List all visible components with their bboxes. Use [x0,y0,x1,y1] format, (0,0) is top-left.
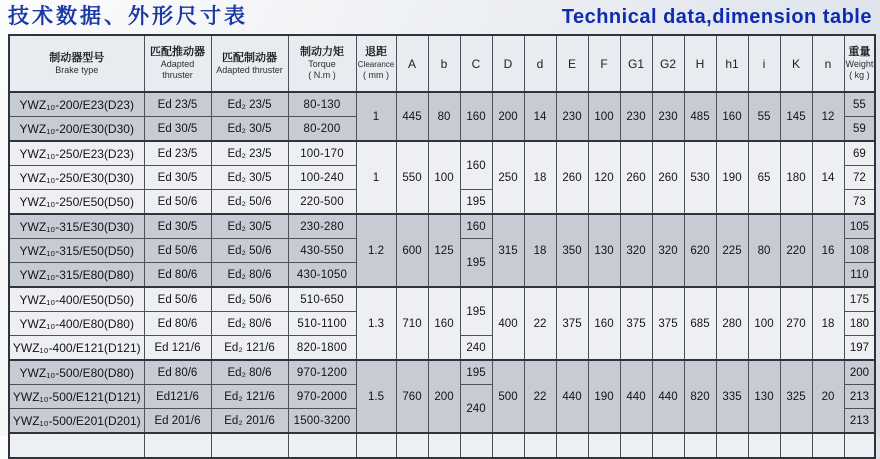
cell-clearance: 1 [356,141,396,214]
header-dim-E: E [556,35,588,92]
cell-K [780,433,812,458]
cell-model: YWZ₁₀-250/E50(D50) [9,190,144,215]
cell-thruster1: Ed 201/6 [144,409,211,434]
cell-K: 325 [780,360,812,433]
cell-E: 230 [556,92,588,141]
cell-model: YWZ₁₀-500/E201(D201) [9,409,144,434]
header-torque-zh: 制动力矩 [300,46,344,58]
cell-A: 760 [396,360,428,433]
cell-model: YWZ₁₀-400/E121(D121) [9,336,144,361]
cell-torque: 80-130 [288,92,356,117]
cell-model: YWZ₁₀-315/E50(D50) [9,239,144,263]
cell-C: 195 [460,190,492,215]
cell-F: 130 [588,214,620,287]
cell-clearance: 1.3 [356,287,396,360]
cell-weight: 110 [844,263,875,288]
technical-data-table [8,34,876,459]
cell-E: 260 [556,141,588,214]
cell-h1: 225 [716,214,748,287]
cell-model: YWZ₁₀-200/E30(D30) [9,117,144,142]
header-brake-type-zh: 制动器型号 [49,51,105,64]
cell-K: 220 [780,214,812,287]
cell-G1: 320 [620,214,652,287]
cell-thruster1: Ed 80/6 [144,263,211,288]
cell-F: 190 [588,360,620,433]
table-row [9,360,875,385]
cell-model: YWZ₁₀-250/E30(D30) [9,166,144,190]
header-torque-unit: ( N.m ) [308,70,336,80]
header-weight [844,35,875,92]
header-dim-H: H [684,35,716,92]
cell-n: 12 [812,92,844,141]
header-adapted-thruster-2-en: Adapted thruster [216,64,283,75]
header-dim-G1: G1 [620,35,652,92]
cell-i: 80 [748,214,780,287]
cell-H [684,433,716,458]
cell-F: 100 [588,92,620,141]
table-row [9,214,875,239]
cell-thruster1: Ed 121/6 [144,336,211,361]
cell-thruster2: Ed₂ 201/6 [211,409,288,434]
cell-model: YWZ₁₀-315/E80(D80) [9,263,144,288]
cell-weight [844,433,875,458]
cell-weight: 108 [844,239,875,263]
header-adapted-thruster-2-zh: 匹配制动器 [222,51,277,64]
cell-E [556,433,588,458]
cell-C: 160 [460,141,492,190]
cell-torque: 510-650 [288,287,356,312]
header-dim-h1: h1 [716,35,748,92]
cell-thruster2: Ed₂ 121/6 [211,336,288,361]
cell-torque: 430-550 [288,239,356,263]
cell-K: 180 [780,141,812,214]
cell-h1 [716,433,748,458]
cell-thruster2: Ed₂ 50/6 [211,190,288,215]
cell-model: YWZ₁₀-250/E23(D23) [9,141,144,166]
cell-H: 820 [684,360,716,433]
cell-torque: 230-280 [288,214,356,239]
cell-clearance [356,433,396,458]
cell-torque: 510-1100 [288,312,356,336]
header-clearance-en: Clearance [357,60,395,69]
cell-clearance: 1.2 [356,214,396,287]
header-clearance-unit: ( mm ) [363,70,389,80]
cell-b: 80 [428,92,460,141]
cell-A: 710 [396,287,428,360]
cell-torque: 820-1800 [288,336,356,361]
cell-b: 100 [428,141,460,214]
cell-d: 22 [524,287,556,360]
cell-D [492,433,524,458]
header-torque-en: Torque [308,59,336,69]
cell-i [748,433,780,458]
cell-torque: 220-500 [288,190,356,215]
header-brake-type [9,35,144,92]
cell-b: 160 [428,287,460,360]
cell-G2: 320 [652,214,684,287]
title-bar [0,0,880,32]
cell-thruster1: Ed 80/6 [144,312,211,336]
cell-h1: 160 [716,92,748,141]
cell-thruster2: Ed₂ 121/6 [211,385,288,409]
cell-thruster1: Ed 50/6 [144,239,211,263]
header-dim-d: d [524,35,556,92]
header-weight-en: Weight [845,59,874,69]
cell-H: 530 [684,141,716,214]
cell-weight: 59 [844,117,875,142]
cell-model: YWZ₁₀-200/E23(D23) [9,92,144,117]
cell-G1: 375 [620,287,652,360]
header-adapted-thruster-1 [144,35,211,92]
cell-n: 18 [812,287,844,360]
cell-weight: 175 [844,287,875,312]
cell-C: 160 [460,92,492,141]
cell-E: 440 [556,360,588,433]
page-title-zh: 技术数据、外形尺寸表 [8,5,248,28]
cell-H: 685 [684,287,716,360]
cell-G1: 230 [620,92,652,141]
header-dim-C: C [460,35,492,92]
cell-C: 240 [460,336,492,361]
header-dim-A: A [396,35,428,92]
cell-thruster1: Ed 23/5 [144,141,211,166]
cell-D: 315 [492,214,524,287]
cell-F [588,433,620,458]
cell-d: 22 [524,360,556,433]
cell-G2: 260 [652,141,684,214]
cell-A: 600 [396,214,428,287]
cell-b: 200 [428,360,460,433]
cell-thruster2: Ed₂ 50/6 [211,287,288,312]
cell-thruster1 [144,433,211,458]
cell-thruster2: Ed₂ 50/6 [211,239,288,263]
cell-model: YWZ₁₀-315/E30(D30) [9,214,144,239]
header-dim-b: b [428,35,460,92]
cell-model [9,433,144,458]
cell-G2: 230 [652,92,684,141]
cell-h1: 190 [716,141,748,214]
cell-D: 200 [492,92,524,141]
cell-H: 485 [684,92,716,141]
cell-thruster1: Ed 50/6 [144,190,211,215]
cell-thruster1: Ed 30/5 [144,166,211,190]
cell-E: 350 [556,214,588,287]
cell-thruster1: Ed 30/5 [144,117,211,142]
cell-weight: 72 [844,166,875,190]
cell-b: 125 [428,214,460,287]
cell-d: 18 [524,214,556,287]
cell-d: 18 [524,141,556,214]
cell-thruster2: Ed₂ 80/6 [211,263,288,288]
cell-thruster1: Ed 30/5 [144,214,211,239]
cell-A: 445 [396,92,428,141]
cell-model: YWZ₁₀-400/E80(D80) [9,312,144,336]
cell-model: YWZ₁₀-500/E121(D121) [9,385,144,409]
cell-weight: 69 [844,141,875,166]
cell-weight: 213 [844,409,875,434]
cell-A [396,433,428,458]
cell-F: 120 [588,141,620,214]
cell-G1 [620,433,652,458]
cell-thruster2: Ed₂ 80/6 [211,312,288,336]
header-dim-n: n [812,35,844,92]
cell-D: 250 [492,141,524,214]
cell-C: 195 [460,287,492,336]
cell-thruster2: Ed₂ 30/5 [211,166,288,190]
cell-i: 55 [748,92,780,141]
cell-thruster2: Ed₂ 23/5 [211,141,288,166]
cell-D: 400 [492,287,524,360]
cell-thruster2: Ed₂ 30/5 [211,117,288,142]
cell-n: 16 [812,214,844,287]
cell-n: 14 [812,141,844,214]
cell-d [524,433,556,458]
table-row [9,287,875,312]
cell-d: 14 [524,92,556,141]
cell-weight: 105 [844,214,875,239]
cell-torque: 970-2000 [288,385,356,409]
cell-A: 550 [396,141,428,214]
cell-clearance: 1.5 [356,360,396,433]
table-row-partial [9,433,875,458]
table-row [9,141,875,166]
cell-thruster1: Ed121/6 [144,385,211,409]
cell-weight: 200 [844,360,875,385]
cell-G1: 260 [620,141,652,214]
cell-torque: 430-1050 [288,263,356,288]
cell-torque: 970-1200 [288,360,356,385]
cell-weight: 213 [844,385,875,409]
header-clearance [356,35,396,92]
cell-C: 195 [460,239,492,288]
cell-n: 20 [812,360,844,433]
cell-torque: 1500-3200 [288,409,356,434]
cell-C: 160 [460,214,492,239]
header-dim-G2: G2 [652,35,684,92]
header-weight-unit: ( kg ) [849,70,870,80]
cell-model: YWZ₁₀-400/E50(D50) [9,287,144,312]
header-weight-zh: 重量 [848,46,871,58]
header-adapted-thruster-2 [211,35,288,92]
cell-torque: 100-240 [288,166,356,190]
cell-H: 620 [684,214,716,287]
header-torque [288,35,356,92]
header-dim-F: F [588,35,620,92]
table-row [9,92,875,117]
cell-i: 130 [748,360,780,433]
header-brake-type-en: Brake type [55,64,99,75]
cell-thruster1: Ed 50/6 [144,287,211,312]
cell-weight: 197 [844,336,875,361]
cell-i: 65 [748,141,780,214]
cell-C: 195 [460,360,492,385]
header-adapted-thruster-1-en: Adapted thruster [160,59,195,80]
cell-clearance: 1 [356,92,396,141]
cell-n [812,433,844,458]
cell-E: 375 [556,287,588,360]
cell-G1: 440 [620,360,652,433]
cell-torque [288,433,356,458]
cell-h1: 280 [716,287,748,360]
cell-K: 270 [780,287,812,360]
cell-C: 240 [460,385,492,434]
cell-F: 160 [588,287,620,360]
cell-K: 145 [780,92,812,141]
cell-model: YWZ₁₀-500/E80(D80) [9,360,144,385]
cell-weight: 55 [844,92,875,117]
header-clearance-zh: 退距 [365,46,387,58]
header-row [9,35,875,92]
cell-thruster2: Ed₂ 30/5 [211,214,288,239]
cell-G2 [652,433,684,458]
cell-torque: 100-170 [288,141,356,166]
cell-i: 100 [748,287,780,360]
cell-D: 500 [492,360,524,433]
cell-thruster1: Ed 23/5 [144,92,211,117]
cell-G2: 375 [652,287,684,360]
page-title-en: Technical data,dimension table [561,6,872,28]
header-dim-K: K [780,35,812,92]
header-adapted-thruster-1-zh: 匹配推动器 [150,46,205,58]
cell-b [428,433,460,458]
cell-thruster2: Ed₂ 80/6 [211,360,288,385]
cell-G2: 440 [652,360,684,433]
cell-weight: 180 [844,312,875,336]
cell-weight: 73 [844,190,875,215]
header-dim-i: i [748,35,780,92]
header-dim-D: D [492,35,524,92]
cell-C [460,433,492,458]
cell-thruster2 [211,433,288,458]
cell-h1: 335 [716,360,748,433]
cell-thruster2: Ed₂ 23/5 [211,92,288,117]
cell-thruster1: Ed 80/6 [144,360,211,385]
cell-torque: 80-200 [288,117,356,142]
